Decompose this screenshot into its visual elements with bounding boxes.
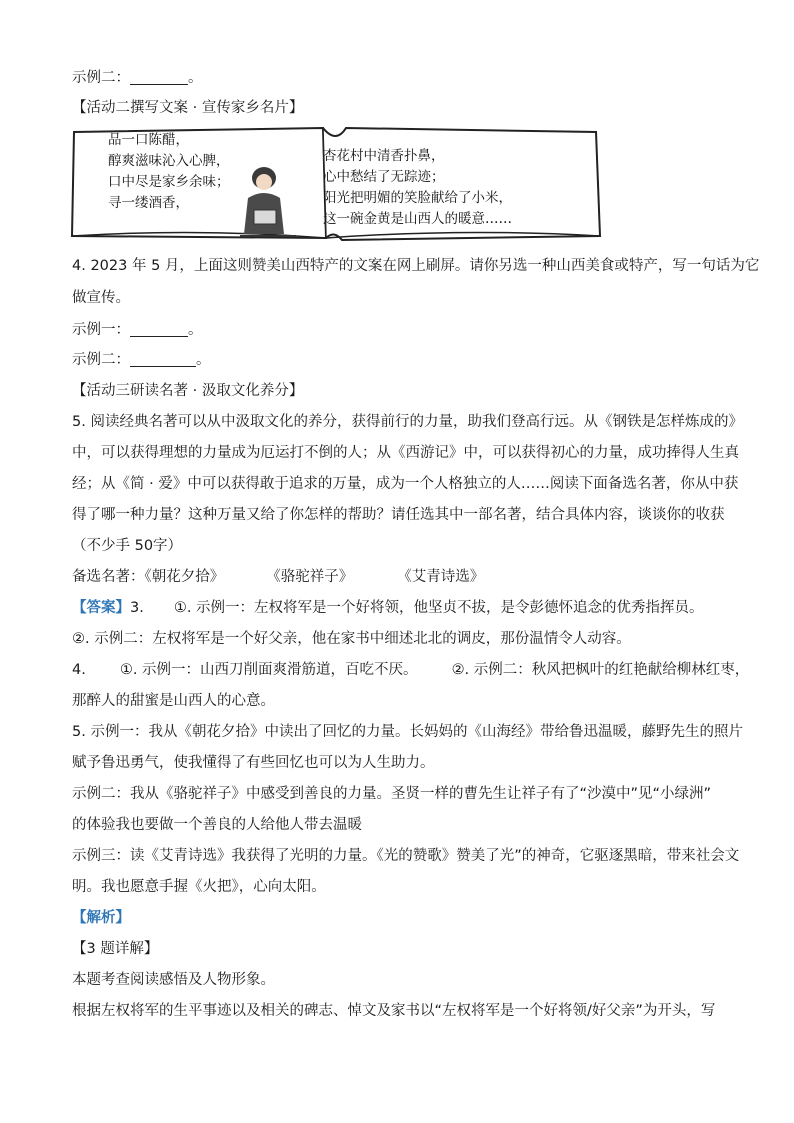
answer-text: ①. 示例一：左权将军是一个好将领，他坚贞不拔，是令彭德怀追念的优秀指挥员。: [173, 600, 704, 616]
book-options: [72, 567, 484, 587]
question-5-line-2: 中，可以获得理想的力量成为厄运打不倒的人；从《西游记》中，可以获得初心的力量，成功捧得人生真: [72, 445, 739, 461]
poem-line: 这一碗金黄是山西人的暖意……: [323, 211, 512, 227]
answer-tag: 【答案】: [72, 600, 130, 616]
question-4-line-1: 4. 2023 年 5 月，上面这则赞美山西特产的文案在网上刷屏。请你另选一种山西美食或特产，写一句话为它: [72, 258, 760, 274]
example-2-line: [72, 350, 211, 370]
activity-3-heading: 【活动三研读名著 · 汲取文化养分】: [72, 383, 304, 399]
activity-2-heading: 【活动二撰写文案 · 宣传家乡名片】: [72, 100, 304, 116]
poem-line: 口中尽是家乡余味；: [108, 174, 230, 190]
answer-text: ②. 示例二：秋风把枫叶的红艳献给柳林红枣，: [451, 662, 750, 678]
answer-5-line-1: 5. 示例一：我从《朝花夕拾》中读出了回忆的力量。长妈妈的《山海经》带给鲁迅温暖，藤野先生的照片: [72, 724, 743, 740]
answer-blank: [130, 321, 188, 337]
punct: 。: [188, 322, 203, 338]
question-4-line-2: 做宣传。: [72, 290, 130, 306]
punct: 。: [188, 70, 203, 86]
poem-line: 阳光把明媚的笑脸献给了小米，: [323, 190, 512, 206]
detail-3-heading: 【3 题详解】: [72, 941, 159, 957]
book-option-1: 《朝花夕拾》: [144, 569, 225, 585]
answer-4-line-1: [72, 660, 749, 680]
question-5-line-1: 5. 阅读经典名著可以从中汲取文化的养分，获得前行的力量，助我们登高行远。从《钢铁是怎样炼成的》: [72, 414, 743, 430]
poem-line: 杏花村中清香扑鼻，: [323, 148, 445, 164]
label: 备选名著：: [72, 569, 145, 585]
answer-4-line-2: 那醉人的甜蜜是山西人的心意。: [72, 693, 275, 709]
answer-blank: [130, 69, 188, 85]
question-5-line-3: 经；从《简 · 爱》中可以获得敢于追求的万量，成为一个人格独立的人……阅读下面备选名著，你从中获: [72, 476, 739, 492]
answer-blank: [130, 351, 196, 367]
answer-5-line-2: 赋予鲁迅勇气，使我懂得了有些回忆也可以为人生助力。: [72, 755, 435, 771]
poem-line: 品一口陈醋，: [108, 132, 189, 148]
punct: 。: [196, 352, 211, 368]
poem-line: 心中愁结了无踪迹；: [323, 169, 445, 185]
book-option-3: 《艾青诗选》: [397, 569, 485, 585]
question-5-line-5: （不少手 50字）: [72, 538, 183, 554]
answer-3-line-1: [72, 598, 704, 618]
detail-3-line-1: 本题考查阅读感悟及人物形象。: [72, 972, 275, 988]
poem-left: [108, 130, 230, 214]
label: 示例一：: [72, 322, 130, 338]
answer-5-line-5: 示例三：读《艾青诗选》我获得了光明的力量。《光的赞歌》赞美了光”的神奇，它驱逐黑暗，带来社会文: [72, 848, 740, 864]
detail-3-line-2: 根据左权将军的生平事迹以及相关的碑志、悼文及家书以“左权将军是一个好将领/好父亲”为开头，写: [72, 1003, 716, 1019]
number: 4.: [72, 662, 86, 678]
example-1-line: [72, 320, 203, 340]
poem-line: 醇爽滋味沁入心脾，: [108, 153, 230, 169]
answer-3-line-2: ②. 示例二：左权将军是一个好父亲，他在家书中细述北北的调皮，那份温情令人动容。: [72, 631, 631, 647]
number: 3.: [130, 600, 144, 616]
analysis-tag: 【解析】: [72, 910, 130, 926]
poem-right: [323, 146, 512, 230]
book-option-2: 《骆驼祥子》: [266, 569, 354, 585]
label: 示例二：: [72, 70, 130, 86]
answer-5-line-4: 的体验我也要做一个善良的人给他人带去温暖: [72, 817, 362, 833]
label: 示例二：: [72, 352, 130, 368]
book-illustration: [68, 124, 602, 244]
answer-5-line-3: 示例二：我从《骆驼祥子》中感受到善良的力量。圣贤一样的曹先生让祥子有了“沙漠中”见“小绿洲”: [72, 786, 712, 802]
poem-line: 寻一缕酒香，: [108, 195, 189, 211]
example-2-line-top: [72, 68, 203, 88]
question-5-line-4: 得了哪一种力量？这种万量又给了你怎样的帮助？请任选其中一部名著，结合具体内容，谈谈你的收获: [72, 507, 725, 523]
answer-text: ①. 示例一：山西刀削面爽滑筋道，百吃不厌。: [119, 662, 418, 678]
answer-5-line-6: 明。我也愿意手握《火把》，心向太阳。: [72, 879, 326, 895]
